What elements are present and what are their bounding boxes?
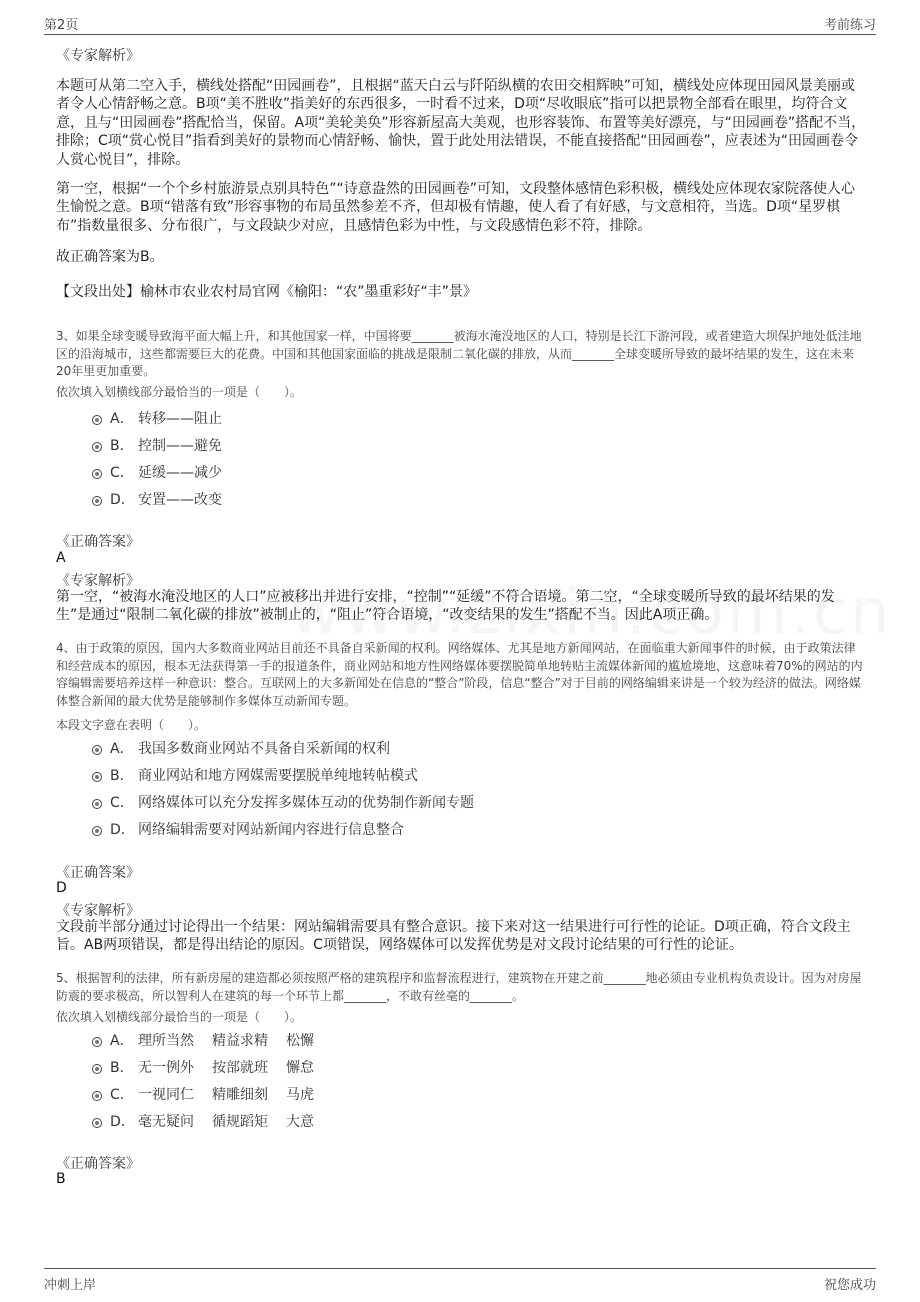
answer-label: 《正确答案》 xyxy=(56,534,140,550)
question-prompt: 依次填入划横线部分最恰当的一项是（ ）。 xyxy=(56,385,303,399)
question-prompt: 本段文字意在表明（ ）。 xyxy=(56,718,207,732)
page-number: 第2页 xyxy=(44,18,79,33)
radio-icon[interactable] xyxy=(92,442,102,452)
page-header xyxy=(44,10,876,35)
answer-label: 《正确答案》 xyxy=(56,865,140,881)
header-title: 考前练习 xyxy=(823,18,876,33)
analysis-label: 《专家解析》 xyxy=(56,573,140,589)
correct-answer: A xyxy=(56,550,66,566)
analysis-conclusion: 故正确答案为B。 xyxy=(56,249,164,265)
radio-icon[interactable] xyxy=(92,772,102,782)
option-b[interactable]: B． 控制——避免 xyxy=(92,435,222,455)
question-stem: 4、由于政策的原因，国内大多数商业网站目前还不具备自采新闻的权利。网络媒体、尤其是地方新闻网站，在面临重大新闻事件的时候，由于政策法律和经营成本的原因，根本无法获得第一手的报道条件，商业网站和地方性网络媒体要摆脱简单地转贴主流媒体新闻的尴尬境地，这意味着70%的网站的内容编辑需要培养这样一种意识：整合。互联网上的大多新闻处在信息的“整合”阶段，信息“整合”对于目前的网络编辑来讲是一个较为经济的做法。网络媒体整合新闻的最大优势是能够制作多媒体互动新闻专题。 xyxy=(56,641,863,708)
option-c[interactable]: C． 一视同仁 精雕细刻 马虎 xyxy=(92,1084,314,1104)
radio-icon[interactable] xyxy=(92,1091,102,1101)
question-prompt: 依次填入划横线部分最恰当的一项是（ ）。 xyxy=(56,1010,303,1024)
analysis-paragraph: 文段前半部分通过讨论得出一个结果：网站编辑需要具有整合意识。接下来对这一结果进行可行性的论证。D项正确，符合文段主旨。AB两项错误，都是得出结论的原因。C项错误，网络媒体可以发挥优势是对文段讨论结果的可行性的论证。 xyxy=(56,919,851,954)
option-a[interactable]: A． 理所当然 精益求精 松懈 xyxy=(92,1030,314,1050)
option-c[interactable]: C． 网络媒体可以充分发挥多媒体互动的优势制作新闻专题 xyxy=(92,792,474,812)
option-d[interactable]: D． 毫无疑问 循规蹈矩 大意 xyxy=(92,1111,314,1131)
correct-answer: B xyxy=(56,1171,66,1187)
option-b[interactable]: B． 无一例外 按部就班 懈怠 xyxy=(92,1057,314,1077)
correct-answer: D xyxy=(56,880,67,896)
source-citation: 【文段出处】榆林市农业农村局官网《榆阳：“农”墨重彩好“丰”景》 xyxy=(56,284,478,300)
radio-icon[interactable] xyxy=(92,1064,102,1074)
radio-icon[interactable] xyxy=(92,1118,102,1128)
footer-left-text: 冲刺上岸 xyxy=(44,1278,97,1293)
analysis-label: 《专家解析》 xyxy=(56,903,140,919)
option-a[interactable]: A． 转移——阻止 xyxy=(92,408,222,428)
radio-icon[interactable] xyxy=(92,469,102,479)
option-a[interactable]: A． 我国多数商业网站不具备自采新闻的权利 xyxy=(92,738,390,758)
radio-icon[interactable] xyxy=(92,1037,102,1047)
question-stem: 3、如果全球变暖导致海平面大幅上升，和其他国家一样，中国将要_______被海水淹没地区的人口，特别是长江下游河段，或者建造大坝保护地处低洼地区的沿海城市，这些都需要巨大的花费。中国和其他国家面临的挑战是限制二氧化碳的排放，从而_______全球变暖所导致的最坏结果的发生，这在未来20年里更加重要。 xyxy=(56,329,862,378)
radio-icon[interactable] xyxy=(92,415,102,425)
option-d[interactable]: D． 安置——改变 xyxy=(92,489,222,509)
analysis-label: 《专家解析》 xyxy=(56,48,140,64)
question-stem: 5、根据智利的法律，所有新房屋的建造都必须按照严格的建筑程序和监督流程进行，建筑物在开建之前_______地必须由专业机构负责设计。因为对房屋防震的要求极高，所以智利人在建筑的每一个环节上都_______，不敢有丝毫的_______。 xyxy=(56,971,862,1003)
option-d[interactable]: D． 网络编辑需要对网站新闻内容进行信息整合 xyxy=(92,819,404,839)
page-footer xyxy=(44,1268,876,1293)
radio-icon[interactable] xyxy=(92,496,102,506)
option-c[interactable]: C． 延缓——减少 xyxy=(92,462,222,482)
footer-right-text: 祝您成功 xyxy=(823,1278,876,1293)
option-b[interactable]: B． 商业网站和地方网媒需要摆脱单纯地转帖模式 xyxy=(92,765,418,785)
radio-icon[interactable] xyxy=(92,799,102,809)
analysis-paragraph: 本题可从第二空入手，横线处搭配“田园画卷”，且根据“蓝天白云与阡陌纵横的农田交相辉映”可知，横线处应体现田园风景美丽或者令人心情舒畅之意。B项“美不胜收”指美好的东西很多，一时看不过来，D项“尽收眼底”指可以把景物全部看在眼里，均符合文意，且与“田园画卷”搭配恰当，保留。A项“美轮美奂”形容新屋高大美观，也形容装饰、布置等美好漂亮，与“田园画卷”搭配不当，排除；C项“赏心悦目”指看到美好的景物而心情舒畅、愉快，置于此处用法错误，不能直接搭配“田园画卷”，应表述为“田园画卷令人赏心悦目”，排除。 xyxy=(56,78,866,168)
radio-icon[interactable] xyxy=(92,745,102,755)
analysis-paragraph: 第一空，“被海水淹没地区的人口”应被移出并进行安排，“控制”“延缓”不符合语境。第二空，“全球变暖所导致的最坏结果的发生”是通过“限制二氧化碳的排放”被制止的，“阻止”符合语境，“改变结果的发生”搭配不当。因此A项正确。 xyxy=(56,589,835,624)
radio-icon[interactable] xyxy=(92,826,102,836)
answer-label: 《正确答案》 xyxy=(56,1156,140,1172)
analysis-paragraph: 第一空，根据“一个个乡村旅游景点别具特色”“诗意盎然的田园画卷”可知，文段整体感情色彩积极，横线处应体现农家院落使人心生愉悦之意。B项“错落有致”形容事物的布局虽然参差不齐，但却极有情趣，使人看了有好感，与文意相符，当选。D项“星罗棋布”指数量很多、分布很广，与文段缺少对应，且感情色彩为中性，与文段感情色彩不符，排除。 xyxy=(56,181,856,234)
